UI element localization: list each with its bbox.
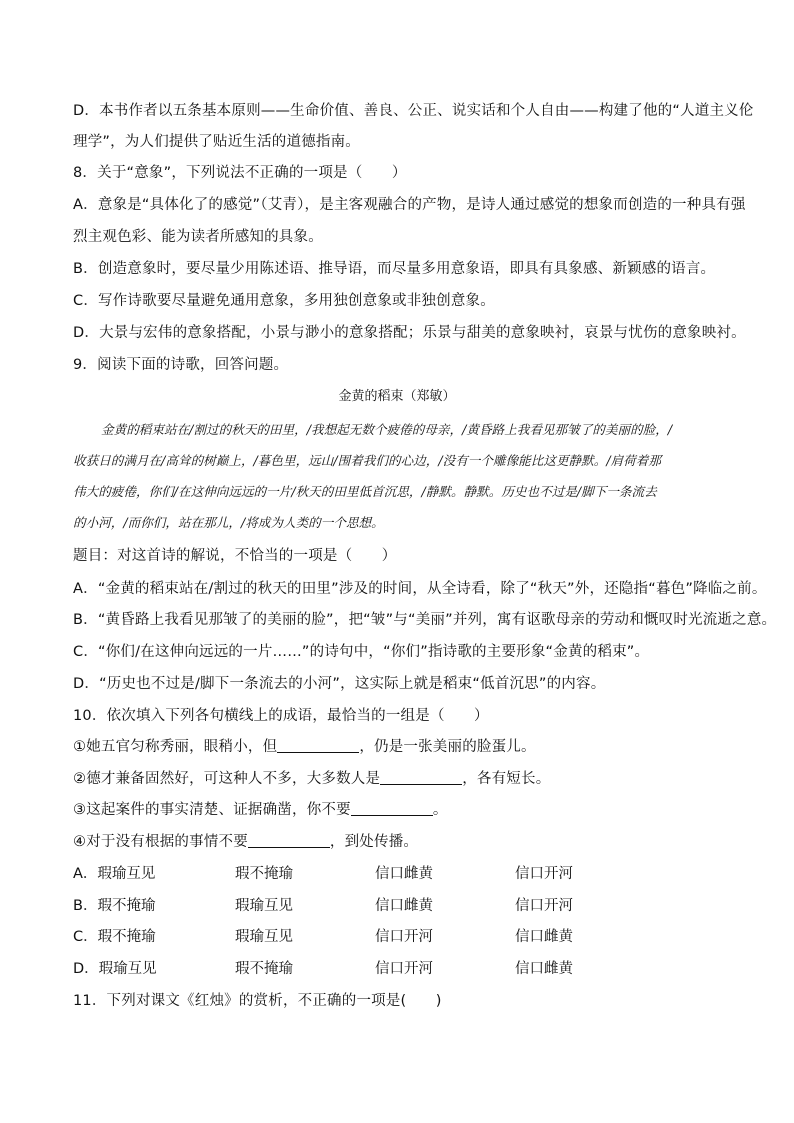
- question-9-stem: 9．阅读下面的诗歌，回答问题。: [73, 357, 289, 373]
- sentence-text: ④对于没有根据的事情不要: [73, 834, 248, 850]
- option-label: D．瑕瑜互见: [73, 961, 157, 977]
- option-idiom: 信口雌黄: [515, 929, 573, 945]
- q8-option-c: C．写作诗歌要尽量避免通用意象，多用独创意象或非独创意象。: [73, 293, 495, 309]
- fill-blank: [248, 833, 330, 848]
- option-d-prev-line2: 理学”，为人们提供了贴近生活的道德指南。: [73, 134, 361, 150]
- poem-line-1: 金黄的稻束站在/割过的秋天的田里，/我想起无数个疲倦的母亲，/黄昏路上我看见那皱了的美丽的脸，/: [101, 422, 673, 437]
- poem-line-3: 伟大的疲倦，你们/在这伸向远远的一片/秋天的田里低首沉思，/静默。静默。历史也不过是/脚下一条流去: [73, 484, 657, 499]
- question-10-stem: 10．依次填入下列各句横线上的成语，最恰当的一组是（ ）: [73, 708, 489, 724]
- option-d-prev-line1: D．本书作者以五条基本原则——生命价值、善良、公正、说实话和个人自由——构建了他的“人道主义伦: [73, 103, 754, 119]
- question-9-subquestion: 题目：对这首诗的解说，不恰当的一项是（ ）: [73, 548, 397, 564]
- question-8-stem: 8．关于“意象”，下列说法不正确的一项是（ ）: [73, 165, 407, 181]
- sentence-text: ②德才兼备固然好，可这种人不多，大多数人是: [73, 771, 381, 787]
- q8-option-b: B．创造意象时，要尽量少用陈述语、推导语，而尽量多用意象语，即具有具象感、新颖感的语言。: [73, 261, 716, 277]
- question-11-stem: 11．下列对课文《红烛》的赏析，不正确的一项是( ): [73, 993, 442, 1009]
- sentence-text: ①她五官匀称秀丽，眼稍小，但: [73, 739, 278, 755]
- q8-option-a-line1: A．意象是“具体化了的感觉”（艾青），是主客观融合的产物，是诗人通过感觉的想象而创造的一种具有强: [73, 197, 746, 213]
- option-idiom: 信口雌黄: [375, 898, 433, 914]
- fill-blank: [351, 801, 433, 816]
- option-idiom: 信口雌黄: [375, 866, 433, 882]
- q9-option-a: A．“金黄的稻束站在/割过的秋天的田里”涉及的时间，从全诗看，除了“秋天”外，还隐指“暮色”降临之前。: [73, 581, 767, 597]
- option-idiom: 信口开河: [375, 961, 433, 977]
- sentence-text: ，各有短长。: [462, 771, 551, 787]
- option-idiom: 信口开河: [515, 898, 573, 914]
- sentence-text: ③这起案件的事实清楚、证据确凿，你不要: [73, 802, 351, 818]
- fill-blank: [380, 770, 462, 785]
- option-label: A．瑕瑜互见: [73, 866, 156, 882]
- option-idiom: 瑕不掩瑜: [235, 961, 293, 977]
- sentence-text: 。: [432, 802, 448, 818]
- fill-blank: [277, 738, 359, 753]
- poem-title: 金黄的稻束（郑敏）: [338, 389, 456, 404]
- q10-sentence-2: [73, 769, 550, 789]
- option-idiom: 信口开河: [515, 866, 573, 882]
- option-idiom: 信口开河: [375, 929, 433, 945]
- option-idiom: 瑕瑜互见: [235, 929, 293, 945]
- poem-line-4: 的小河，/而你们，站在那儿，/将成为人类的一个思想。: [73, 515, 384, 530]
- option-idiom: 信口雌黄: [515, 961, 573, 977]
- q9-option-c: C．“你们/在这伸向远远的一片……”的诗句中，“你们”指诗歌的主要形象“金黄的稻束”。: [73, 644, 650, 660]
- q10-sentence-4: [73, 832, 418, 852]
- option-idiom: 瑕不掩瑜: [235, 866, 293, 882]
- poem-line-2: 收获日的满月在/高耸的树巅上，/暮色里，远山/围着我们的心边，/没有一个雕像能比这更静默。/肩荷着那: [73, 453, 661, 468]
- option-label: C．瑕不掩瑜: [73, 929, 156, 945]
- q9-option-d: D．“历史也不过是/脚下一条流去的小河”，这实际上就是稻束“低首沉思”的内容。: [73, 676, 606, 692]
- sentence-text: ，仍是一张美丽的脸蛋儿。: [359, 739, 536, 755]
- sentence-text: ，到处传播。: [329, 834, 419, 850]
- q10-sentence-1: [73, 737, 536, 757]
- q10-sentence-3: [73, 800, 448, 820]
- option-label: B．瑕不掩瑜: [73, 898, 156, 914]
- q8-option-d: D．大景与宏伟的意象搭配，小景与渺小的意象搭配；乐景与甜美的意象映衬，哀景与忧伤的意象映衬。: [73, 325, 746, 341]
- q9-option-b: B．“黄昏路上我看见那皱了的美丽的脸”，把“皱”与“美丽”并列，寓有讴歌母亲的劳动和慨叹时光流逝之意。: [73, 612, 777, 628]
- option-idiom: 瑕瑜互见: [235, 898, 293, 914]
- q8-option-a-line2: 烈主观色彩、能为读者所感知的具象。: [73, 229, 323, 245]
